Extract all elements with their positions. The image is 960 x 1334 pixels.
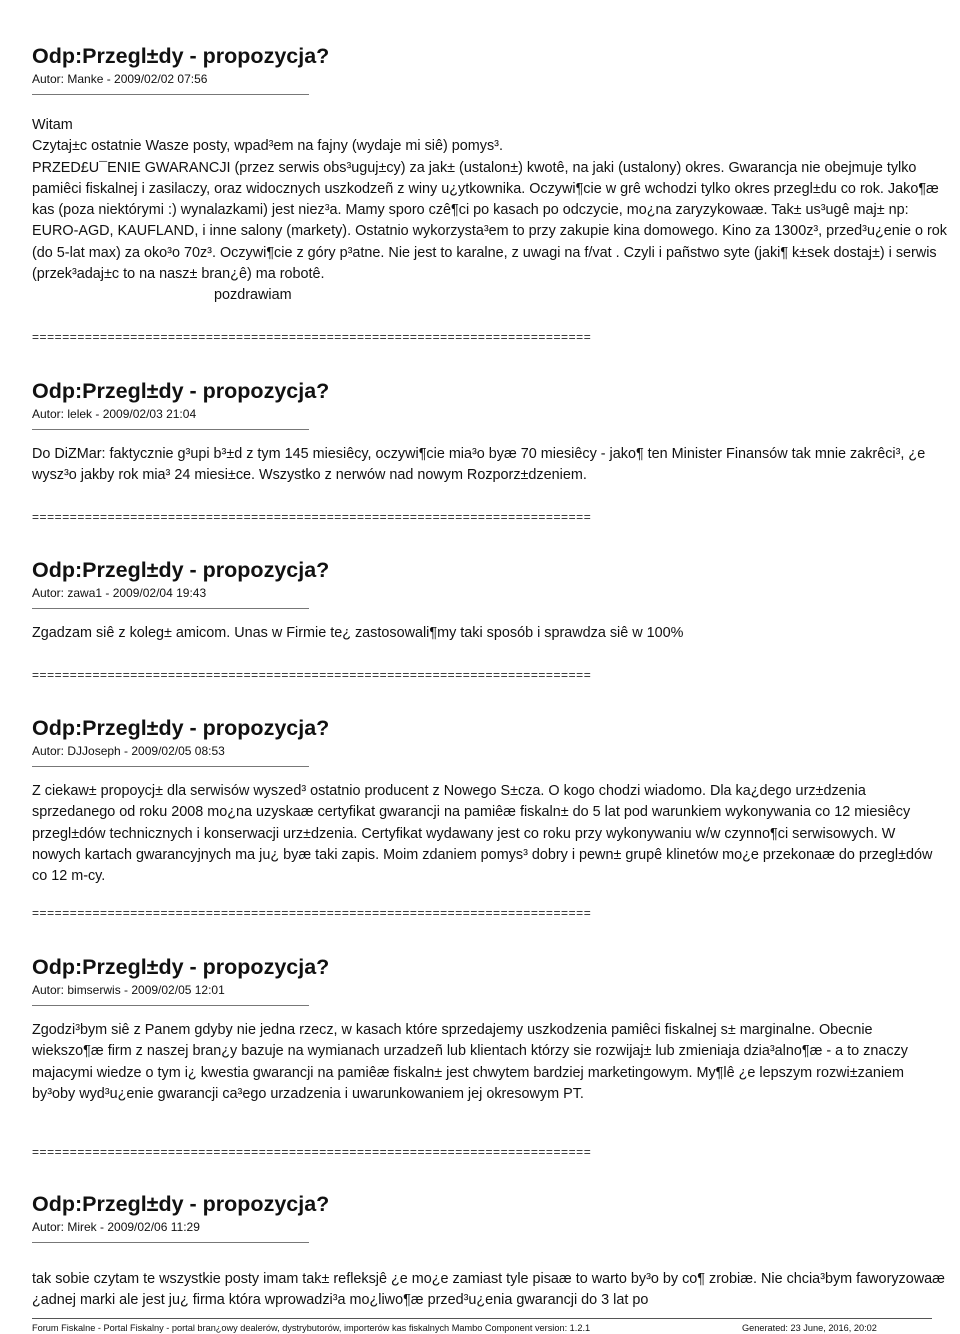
- post-author-line: Autor: DJJoseph - 2009/02/05 08:53: [32, 744, 225, 758]
- post-author-line: Autor: bimserwis - 2009/02/05 12:01: [32, 983, 225, 997]
- post-body: [32, 115, 947, 307]
- post: [32, 716, 947, 887]
- footer-site-info: Forum Fiskalne - Portal Fiskalny - portal bran¿owy dealerów, dystrybutorów, importerów kas fiskalnych Mambo Component version: 1.2.1: [32, 1323, 591, 1333]
- post-divider: [32, 608, 309, 609]
- post-separator: ==========================================================================: [32, 1145, 592, 1159]
- post-separator: ==========================================================================: [32, 510, 592, 524]
- post: [32, 1192, 947, 1312]
- post-body: [32, 1269, 947, 1312]
- footer-generated-date: Generated: 23 June, 2016, 20:02: [742, 1323, 877, 1333]
- post-paragraph: tak sobie czytam te wszystkie posty imam tak± refleksjê ¿e mo¿e zamiast tyle pisaæ to warto by³o by co¶ zrobiæ. Nie chcia³bym faworyzowaæ ¿adnej marki ale jest ju¿ firma która wprowadzi³a mo¿liwo¶æ przed³u¿enia gwarancji do 3 lat po: [32, 1271, 945, 1309]
- post-closing: pozdrawiam: [214, 287, 292, 304]
- post-body: [32, 444, 947, 487]
- post-paragraph: Zgodzi³bym siê z Panem gdyby nie jedna rzecz, w kasach które sprzedajemy uszkodzenia pamiêci fiskalnej s± marginalne. Obecnie wiekszo¶æ firm z naszej bran¿y bazuje na wymianach urzadzeñ lub klientach którzy sie rozwijaj± lub zmieniaja dzia³alno¶æ - a to znaczy majacymi wiedze o tym i¿ kwestia gwarancji na pamiêæ fiskaln± jest chwytem bardziej marketingowym. My¶lê ¿e lepszym rozwi±zaniem by³oby wyd³u¿enie gwarancji ca³ego urzadzenia i uwarunkowaniem jej okresowym PT.: [32, 1022, 908, 1102]
- post-separator: ==========================================================================: [32, 330, 592, 344]
- post-separator: ==========================================================================: [32, 668, 592, 682]
- post-divider: [32, 766, 309, 767]
- post-title: Odp:Przegl±dy - propozycja?: [32, 716, 330, 740]
- post-divider: [32, 429, 309, 430]
- post: [32, 955, 947, 1105]
- post-paragraph: Do DiZMar: faktycznie g³upi b³±d z tym 145 miesiêcy, oczywi¶cie mia³o byæ 70 miesiêcy - jako¶ ten Minister Finansów tak mnie zakrêci³, ¿e wysz³o jakby rok mia³ 24 miesi±ce. Wszystko z nerwów nad nowym Rozporz±dzeniem.: [32, 446, 926, 484]
- post-divider: [32, 1005, 309, 1006]
- post-divider: [32, 1242, 309, 1243]
- post-divider: [32, 94, 309, 95]
- post-author-line: Autor: zawa1 - 2009/02/04 19:43: [32, 586, 207, 600]
- post-body: [32, 781, 947, 887]
- post-paragraph: Czytaj±c ostatnie Wasze posty, wpad³em na fajny (wydaje mi siê) pomys³.: [32, 138, 503, 155]
- post-title: Odp:Przegl±dy - propozycja?: [32, 379, 330, 403]
- post-paragraph: Z ciekaw± propoycj± dla serwisów wyszed³ ostatnio producent z Nowego S±cza. O kogo chodzi wiadomo. Dla ka¿dego urz±dzenia sprzedanego od roku 2008 mo¿na uzyskaæ certyfikat gwarancji na pamiêæ fiskaln± do 5 lat pod warunkiem wykonywania co 12 miesiêcy przegl±dów technicznych i konserwacji urz±dzenia. Certyfikat wydawany jest co roku przy wykonywaniu w/w czynno¶ci serwisowych. W nowych kartach gwarancyjnych ma ju¿ byæ taki zapis. Moim zdaniem pomys³ dobry i pewn± grupê klinetów mo¿e przekonaæ do przegl±dów co 12 m-cy.: [32, 783, 933, 885]
- post-paragraph: Witam: [32, 117, 73, 133]
- post-author-line: Autor: Manke - 2009/02/02 07:56: [32, 72, 208, 86]
- post-author-line: Autor: Mirek - 2009/02/06 11:29: [32, 1220, 200, 1234]
- post-title: Odp:Przegl±dy - propozycja?: [32, 44, 330, 68]
- post-author-line: Autor: lelek - 2009/02/03 21:04: [32, 407, 197, 421]
- post-title: Odp:Przegl±dy - propozycja?: [32, 558, 330, 582]
- post-body: [32, 623, 947, 644]
- post: [32, 558, 947, 644]
- post-title: Odp:Przegl±dy - propozycja?: [32, 1192, 330, 1216]
- post-separator: ==========================================================================: [32, 906, 592, 920]
- post: [32, 44, 947, 307]
- post-body: [32, 1020, 947, 1105]
- page-footer: [32, 1318, 932, 1333]
- post-paragraph: Zgadzam siê z koleg± amicom. Unas w Firmie te¿ zastosowali¶my taki sposób i sprawdza siê w 100%: [32, 625, 684, 641]
- post: [32, 379, 947, 487]
- post-title: Odp:Przegl±dy - propozycja?: [32, 955, 330, 979]
- post-paragraph: PRZED£U¯ENIE GWARANCJI (przez serwis obs³uguj±cy) za jak± (ustalon±) kwotê, na jaki (ustalony) okres. Gwarancja nie obejmuje tylko pamiêci fiskalnej i zasilaczy, oraz widocznych uszkodzeñ z winy u¿ytkownika. Oczywi¶cie w grê wchodzi tylko okres przegl±du co rok. Jako¶æ kas (poza niektórymi :) wynalazkami) jest niez³a. Mamy sporo czê¶ci po kasach po odczycie, mo¿na zaryzykowaæ. Tak± us³ugê maj± np: EURO-AGD, KAUFLAND, i inne salony (markety). Ostatnio wykorzysta³em to przy zakupie kina domowego. Kino za 1300z³, przed³u¿enie o rok (do 5-lat max) za oko³o 70z³. Oczywi¶cie z góry p³atne. Nie jest to karalne, z uwagi na f/vat . Czyli i pañstwo syte (jaki¶ k±sek dostaj±) i serwis (przek³adaj±c to na nasz± bran¿ê) ma robotê.: [32, 159, 947, 283]
